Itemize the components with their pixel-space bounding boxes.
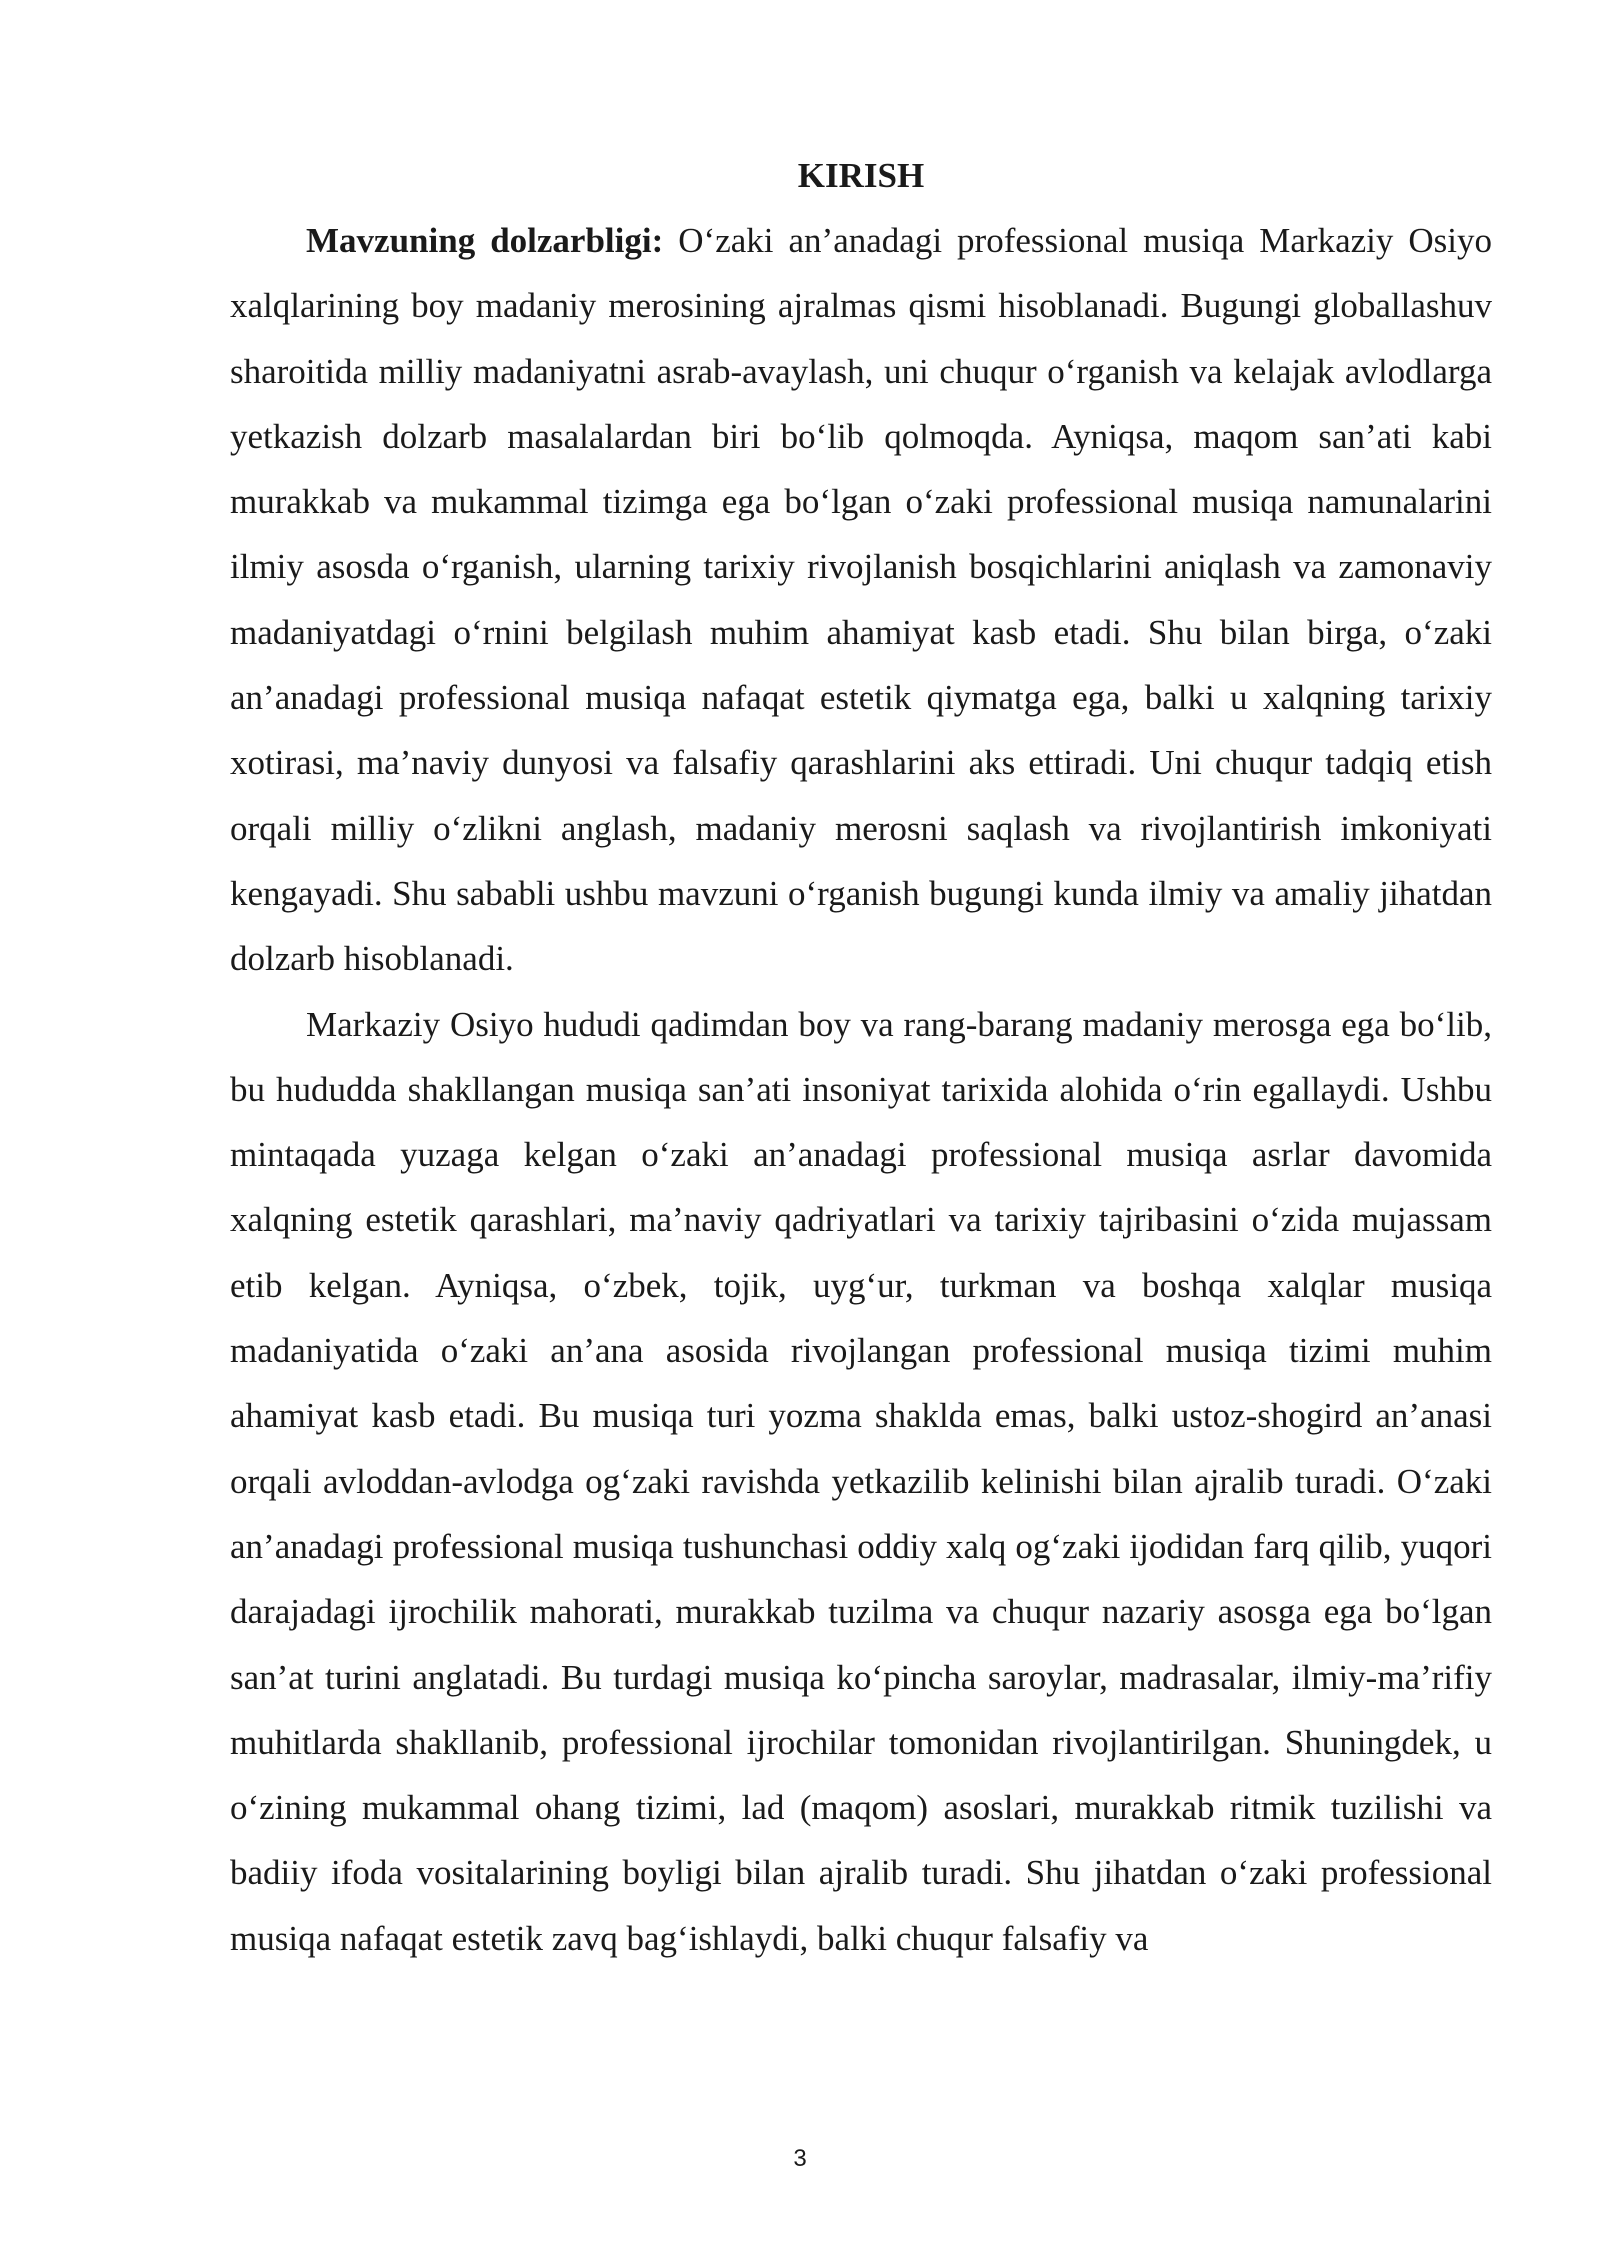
paragraph-text: Markaziy Osiyo hududi qadimdan boy va rang-barang madaniy merosga ega bo‘lib, bu hududda shakllangan musiqa san’ati insoniyat tarixida alohida o‘rin egallaydi. Ushbu mintaqada yuzaga kelgan o‘zaki an’anadagi professional musiqa asrlar davomida xalqning estetik qarashlari, ma’naviy qadriyatlari va tarixiy tajribasini o‘zida mujassam etib kelgan. Ayniqsa, o‘zbek, tojik, uyg‘ur, turkman va boshqa xalqlar musiqa madaniyatida o‘zaki an’ana asosida rivojlangan professional musiqa tizimi muhim ahamiyat kasb etadi. Bu musiqa turi yozma shakldа emas, balki ustoz-shogird an’anasi orqali avloddan-avlodga og‘zaki ravishda yetkazilib kelinishi bilan ajralib turadi. O‘zaki an’anadagi professional musiqa tushunchasi oddiy xalq og‘zaki ijodidan farq qilib, yuqori darajadagi ijrochilik mahorati, murakkab tuzilma va chuqur nazariy asosga ega bo‘lgan san’at turini anglatadi. Bu turdagi musiqa ko‘pincha saroylar, madrasalar, ilmiy-ma’rifiy muhitlarda shakllanib, professional ijrochilar tomonidan rivojlantirilgan. Shuningdek, u o‘zining mukammal ohang tizimi, lad (maqom) asoslari, murakkab ritmik tuzilishi va badiiy ifoda vositalarining boyligi bilan ajralib turadi. Shu jihatdan o‘zaki professional musiqa nafaqat estetik zavq bag‘ishlaydi, balki chuqur falsafiy va [230, 1004, 1492, 1958]
paragraph-lead: Mavzuning dolzarbligi: [306, 221, 664, 260]
page-content [230, 148, 1492, 1971]
paragraph-central-asia [230, 992, 1492, 1971]
paragraph-relevance [230, 208, 1492, 992]
paragraph-text: O‘zaki an’anadagi professional musiqa Markaziy Osiyo xalqlarining boy madaniy merosining ajralmas qismi hisoblanadi. Bugungi globallashuv sharoitida milliy madaniyatni asrab-avaylash, uni chuqur o‘rganish va kelajak avlodlarga yetkazish dolzarb masalalardan biri bo‘lib qolmoqda. Ayniqsa, maqom san’ati kabi murakkab va mukammal tizimga ega bo‘lgan o‘zaki professional musiqa namunalarini ilmiy asosda o‘rganish, ularning tarixiy rivojlanish bosqichlarini aniqlash va zamonaviy madaniyatdagi o‘rnini belgilash muhim ahamiyat kasb etadi. Shu bilan birga, o‘zaki an’anadagi professional musiqa nafaqat estetik qiymatga ega, balki u xalqning tarixiy xotirasi, ma’naviy dunyosi va falsafiy qarashlarini aks ettiradi. Uni chuqur tadqiq etish orqali milliy o‘zlikni anglash, madaniy merosni saqlash va rivojlantirish imkoniyati kengayadi. Shu sababli ushbu mavzuni o‘rganish bugungi kunda ilmiy va amaliy jihatdan dolzarb hisoblanadi. [230, 221, 1492, 979]
page-title: KIRISH [797, 156, 925, 195]
page-number: 3 [793, 2145, 807, 2172]
